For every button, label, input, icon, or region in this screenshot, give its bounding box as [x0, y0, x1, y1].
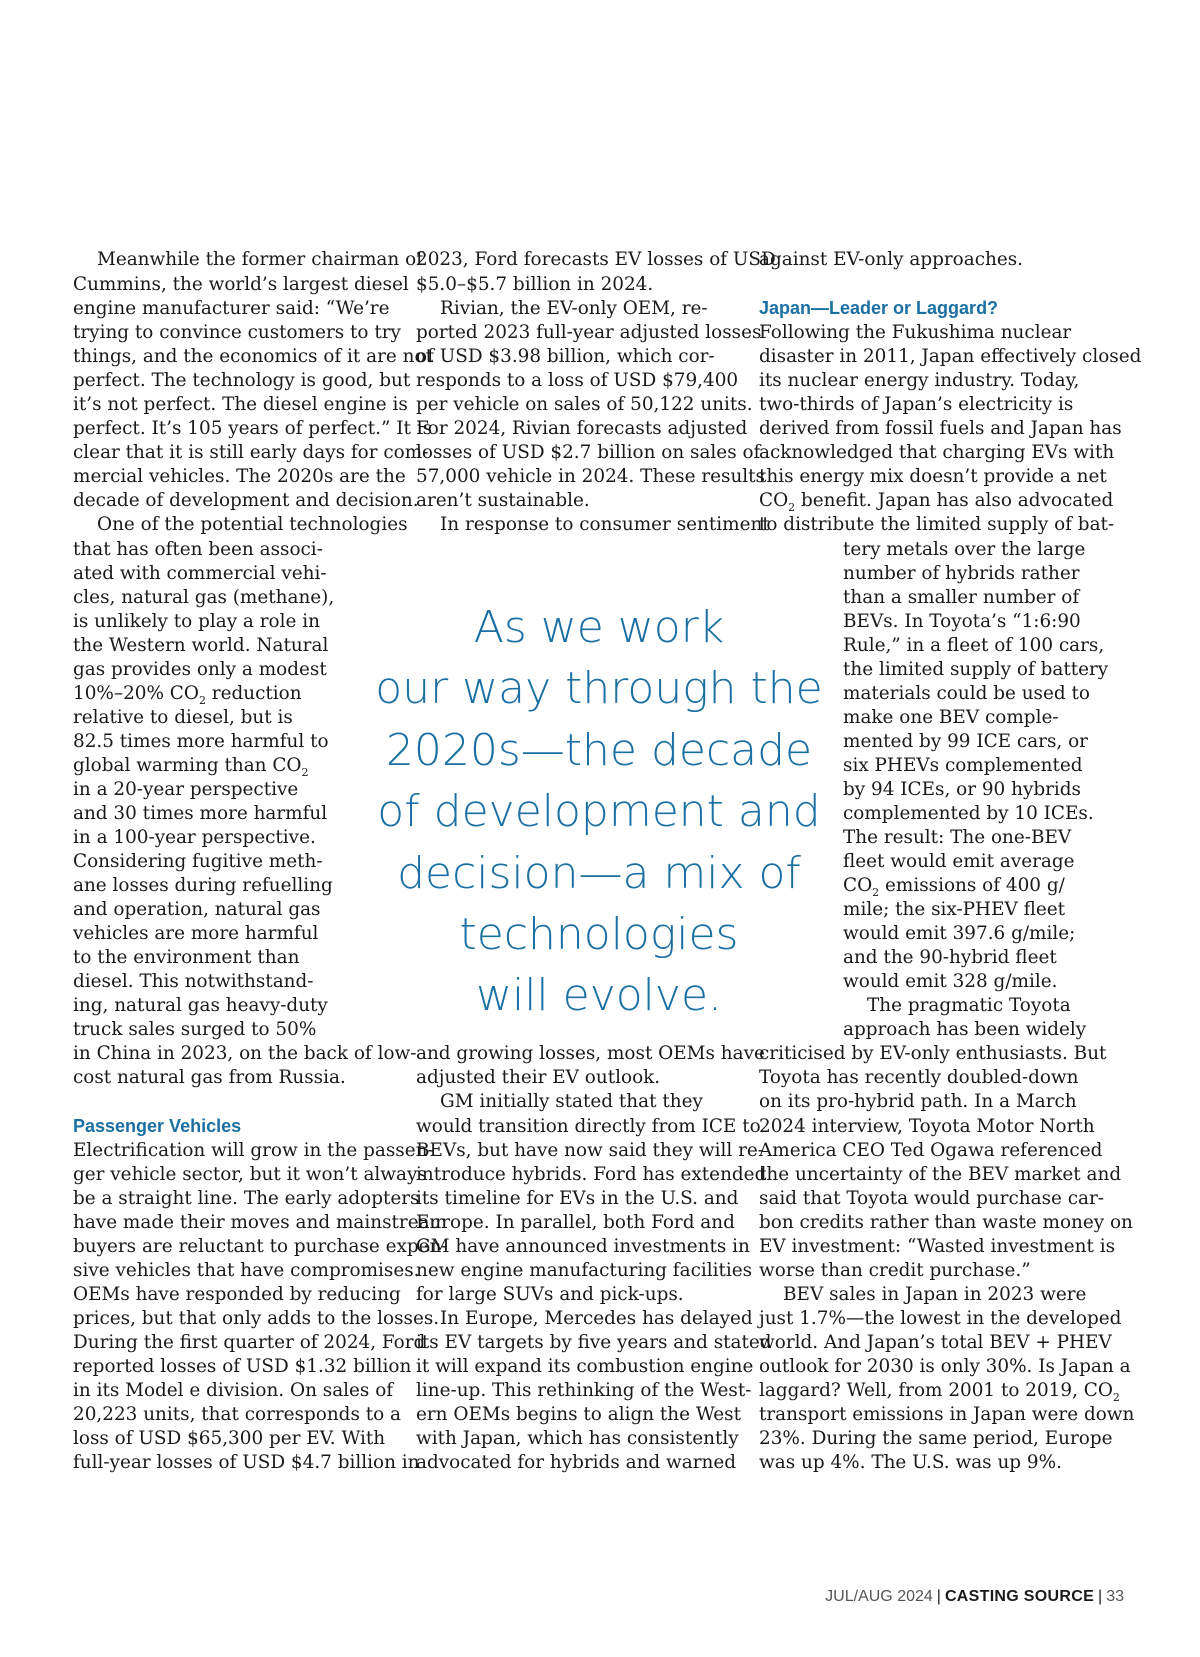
body-line: per vehicle on sales of 50,122 units. — [416, 394, 753, 415]
body-line: global warming than $CO_2$ — [73, 755, 309, 779]
body-line: new engine manufacturing facilities — [416, 1260, 753, 1281]
body-line: its EV targets by five years and stated — [416, 1332, 772, 1353]
body-line: advocated for hybrids and warned — [416, 1452, 737, 1473]
body-line: disaster in 2011, Japan effectively closed — [759, 346, 1142, 367]
body-line: engine manufacturer said: “We’re — [73, 298, 390, 319]
body-line: the limited supply of battery — [843, 659, 1109, 680]
body-line: 10%–20% $CO_2$ reduction — [73, 683, 302, 707]
body-line: ger vehicle sector, but it won’t always — [73, 1164, 427, 1185]
body-line: things, and the economics of it are not — [73, 346, 433, 367]
body-line: For 2024, Rivian forecasts adjusted — [416, 418, 748, 439]
body-line: six PHEVs complemented — [843, 755, 1083, 776]
body-line: mented by 99 ICE cars, or — [843, 731, 1088, 752]
body-line: with Japan, which has consistently — [416, 1428, 739, 1449]
body-line: The result: The one-BEV — [843, 827, 1072, 848]
body-line: this energy mix doesn’t provide a net — [759, 466, 1107, 487]
body-line: ane losses during refuelling — [73, 875, 333, 896]
body-line: BEVs, but have now said they will re- — [416, 1140, 765, 1161]
body-line: mile; the six-PHEV fleet — [843, 899, 1066, 920]
body-line: by 94 ICEs, or 90 hybrids — [843, 779, 1081, 800]
body-line: in its Model e division. On sales of — [73, 1380, 394, 1401]
body-line: ern OEMs begins to align the West — [416, 1404, 741, 1425]
body-line: would emit 328 g/mile. — [843, 971, 1058, 992]
body-line: perfect. The technology is good, but — [73, 370, 411, 391]
body-line: clear that it is still early days for com- — [73, 442, 429, 463]
body-line: tery metals over the large — [843, 539, 1086, 560]
body-line: for large SUVs and pick-ups. — [416, 1284, 684, 1305]
body-line: ing, natural gas heavy-duty — [73, 995, 328, 1016]
body-line: the uncertainty of the BEV market and — [759, 1164, 1122, 1185]
body-line: make one BEV comple- — [843, 707, 1059, 728]
body-line: is unlikely to play a role in — [73, 611, 320, 632]
body-line: GM initially stated that they — [440, 1091, 703, 1112]
body-line: 82.5 times more harmful to — [73, 731, 329, 752]
body-line: During the first quarter of 2024, Ford — [73, 1332, 426, 1353]
body-line: to distribute the limited supply of bat- — [759, 514, 1115, 535]
body-line: worse than credit purchase.” — [759, 1260, 1031, 1281]
body-line: fleet would emit average — [843, 851, 1075, 872]
body-line: loss of USD $65,300 per EV. With — [73, 1428, 386, 1449]
pull-quote — [362, 597, 836, 1027]
body-line: than a smaller number of — [843, 587, 1080, 608]
body-line: that has often been associ- — [73, 539, 323, 560]
body-line: world. And Japan’s total BEV + PHEV — [759, 1332, 1112, 1353]
body-line: Rule,” in a fleet of 100 cars, — [843, 635, 1105, 656]
footer-divider: | — [936, 1588, 941, 1605]
pull-quote-line: of development and — [377, 786, 821, 838]
body-line: 23%. During the same period, Europe — [759, 1428, 1113, 1449]
body-line: be a straight line. The early adopters — [73, 1188, 420, 1209]
body-line: have made their moves and mainstream — [73, 1212, 447, 1233]
pull-quote-line: our way through the — [375, 663, 823, 715]
body-line: Europe. In parallel, both Ford and — [416, 1212, 735, 1233]
body-line: to the environment than — [73, 947, 300, 968]
body-line: Considering fugitive meth- — [73, 851, 323, 872]
body-line: in a 20-year perspective — [73, 779, 299, 800]
body-line: vehicles are more harmful — [73, 923, 319, 944]
body-line: BEV sales in Japan in 2023 were — [783, 1284, 1087, 1305]
body-line: America CEO Ted Ogawa referenced — [759, 1140, 1103, 1161]
body-line: number of hybrids rather — [843, 563, 1080, 584]
body-line: adjusted their EV outlook. — [416, 1067, 661, 1088]
body-line: two-thirds of Japan’s electricity is — [759, 394, 1074, 415]
footer-divider: | — [1098, 1588, 1103, 1605]
body-line: in a 100-year perspective. — [73, 827, 316, 848]
body-line: decade of development and decision. — [73, 490, 419, 511]
body-line: was up 4%. The U.S. was up 9%. — [759, 1452, 1062, 1473]
body-line: line-up. This rethinking of the West- — [416, 1380, 752, 1401]
body-line: and the 90-hybrid fleet — [843, 947, 1057, 968]
body-line: derived from fossil fuels and Japan has — [759, 418, 1122, 439]
body-line: introduce hybrids. Ford has extended — [416, 1164, 767, 1185]
body-line: 20,223 units, that corresponds to a — [73, 1404, 402, 1425]
body-line: on its pro-hybrid path. In a March — [759, 1091, 1077, 1112]
body-line: of USD $3.98 billion, which cor- — [416, 346, 715, 367]
body-line: and operation, natural gas — [73, 899, 321, 920]
body-line: EV investment: “Wasted investment is — [759, 1236, 1116, 1257]
body-line: diesel. This notwithstand- — [73, 971, 314, 992]
body-line: it will expand its combustion engine — [416, 1356, 754, 1377]
body-line: outlook for 2030 is only 30%. Is Japan a — [759, 1356, 1131, 1377]
body-line: against EV-only approaches. — [759, 249, 1024, 270]
body-line: $CO_2$ emissions of 400 g/ — [843, 875, 1065, 899]
body-line: buyers are reluctant to purchase expen- — [73, 1236, 448, 1257]
body-line: 57,000 vehicle in 2024. These results — [416, 466, 766, 487]
body-line: relative to diesel, but is — [73, 707, 293, 728]
body-line: reported losses of USD $1.32 billion — [73, 1356, 412, 1377]
body-line: the Western world. Natural — [73, 635, 329, 656]
body-line: approach has been widely — [843, 1019, 1087, 1040]
body-line: just 1.7%—the lowest in the developed — [759, 1308, 1122, 1329]
body-line: complemented by 10 ICEs. — [843, 803, 1094, 824]
body-line: ated with commercial vehi- — [73, 563, 327, 584]
body-line: 2023, Ford forecasts EV losses of USD — [416, 249, 776, 270]
pull-quote-line: As we work — [473, 602, 725, 653]
body-line: OEMs have responded by reducing — [73, 1284, 401, 1305]
body-line: acknowledged that charging EVs with — [759, 442, 1115, 463]
body-line: it’s not perfect. The diesel engine is — [73, 394, 408, 415]
body-line: sive vehicles that have compromises. — [73, 1260, 420, 1281]
body-line: GM have announced investments in — [416, 1236, 750, 1257]
body-line: In response to consumer sentiment — [440, 514, 770, 535]
body-line: its timeline for EVs in the U.S. and — [416, 1188, 739, 1209]
body-line: gas provides only a modest — [73, 659, 327, 680]
issue-date: JUL/AUG 2024 — [825, 1588, 933, 1605]
body-line: transport emissions in Japan were down — [759, 1404, 1135, 1425]
body-line: aren’t sustainable. — [416, 490, 590, 511]
body-line: 2024 interview, Toyota Motor North — [759, 1116, 1095, 1137]
page-number: 33 — [1106, 1588, 1124, 1605]
pull-quote-line: will evolve. — [476, 970, 722, 1022]
body-line: Following the Fukushima nuclear — [759, 322, 1072, 343]
body-line: $5.0–$5.7 billion in 2024. — [416, 274, 654, 295]
magazine-title: CASTING SOURCE — [944, 1588, 1095, 1605]
body-line: Meanwhile the former chairman of — [97, 249, 423, 270]
body-line: its nuclear energy industry. Today, — [759, 370, 1080, 391]
page-footer — [825, 1587, 1124, 1607]
body-line: responds to a loss of USD $79,400 — [416, 370, 739, 391]
body-line: would transition directly from ICE to — [416, 1116, 761, 1137]
body-line: $CO_2$ benefit. Japan has also advocated — [759, 490, 1114, 514]
section-heading-japan: Japan—Leader or Laggard? — [759, 298, 999, 318]
body-line: and 30 times more harmful — [73, 803, 328, 824]
body-line: Electrification will grow in the passen- — [73, 1140, 434, 1161]
pull-quote-line: decision—a mix of — [397, 847, 801, 899]
body-line: cost natural gas from Russia. — [73, 1067, 346, 1088]
pull-quote-line: technologies — [459, 909, 739, 961]
body-line: laggard? Well, from 2001 to 2019, $CO_2$ — [759, 1380, 1120, 1404]
body-line: in China in 2023, on the back of low- — [73, 1043, 417, 1064]
body-line: The pragmatic Toyota — [867, 995, 1071, 1016]
body-line: In Europe, Mercedes has delayed — [440, 1308, 753, 1329]
body-line: full-year losses of USD $4.7 billion in — [73, 1452, 420, 1473]
body-line: BEVs. In Toyota’s “1:6:90 — [843, 611, 1081, 632]
body-line: Rivian, the EV-only OEM, re- — [440, 298, 708, 319]
body-line: and growing losses, most OEMs have — [416, 1043, 765, 1064]
body-line: said that Toyota would purchase car- — [759, 1188, 1105, 1209]
body-line: perfect. It’s 105 years of perfect.” It is — [73, 418, 433, 439]
body-line: bon credits rather than waste money on — [759, 1212, 1133, 1233]
body-line: would emit 397.6 g/mile; — [843, 923, 1076, 944]
body-line: trying to convince customers to try — [73, 322, 401, 343]
body-line: Toyota has recently doubled-down — [759, 1067, 1079, 1088]
body-line: criticised by EV-only enthusiasts. But — [759, 1043, 1107, 1064]
body-line: truck sales surged to 50% — [73, 1019, 317, 1040]
body-line: One of the potential technologies — [97, 514, 408, 535]
body-line: losses of USD $2.7 billion on sales of — [416, 442, 761, 463]
body-line: materials could be used to — [843, 683, 1090, 704]
body-line: mercial vehicles. The 2020s are the — [73, 466, 406, 487]
section-heading-passenger-vehicles: Passenger Vehicles — [73, 1116, 242, 1136]
body-line: Cummins, the world’s largest diesel — [73, 274, 409, 295]
body-line: cles, natural gas (methane), — [73, 587, 335, 608]
body-line: prices, but that only adds to the losses. — [73, 1308, 440, 1329]
body-line: ported 2023 full-year adjusted losses — [416, 322, 762, 343]
pull-quote-line: 2020s—the decade — [385, 724, 813, 776]
